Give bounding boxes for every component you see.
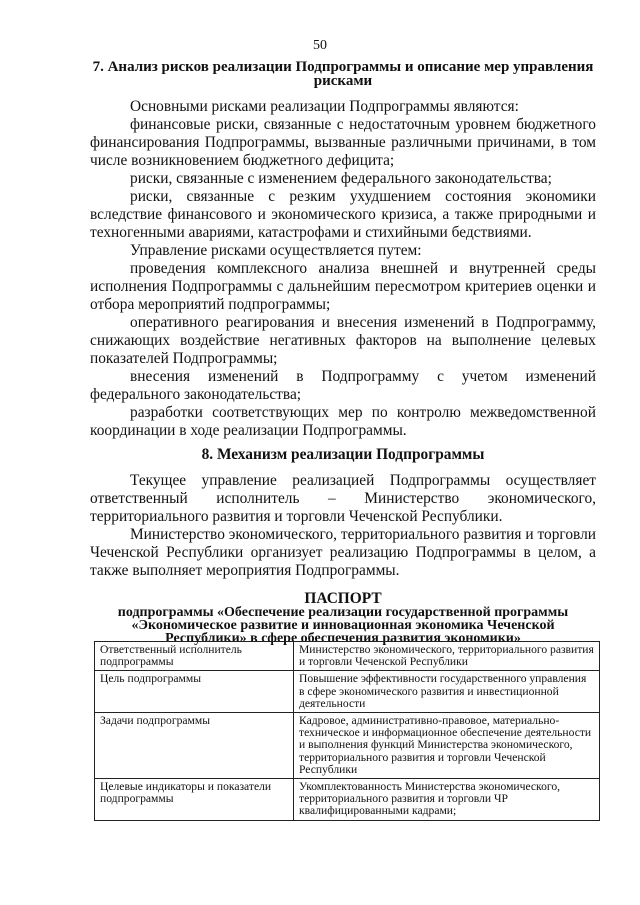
section-7-paragraph: Управление рисками осуществляется путем: xyxy=(130,242,422,259)
passport-row-label: Ответственный исполнитель подпрограммы xyxy=(95,642,294,671)
table-row xyxy=(95,671,600,713)
passport-row-label: Цель подпрограммы xyxy=(95,671,294,713)
section-7-paragraph: Основными рисками реализации Подпрограммы являются: xyxy=(130,98,519,115)
section-7-paragraph: внесения изменений в Подпрограмму с учетом изменений федерального законодательства; xyxy=(90,368,596,403)
passport-table xyxy=(94,641,600,821)
table-row xyxy=(95,713,600,779)
section-7-title: 7. Анализ рисков реализации Подпрограммы и описание мер управления рисками xyxy=(92,59,594,89)
passport-row-label: Задачи подпрограммы xyxy=(95,713,294,779)
passport-title: ПАСПОРТ xyxy=(304,590,382,607)
passport-subtitle: подпрограммы «Обеспечение реализации государственной программы «Экономическое развитие и инновационная экономика Чеченской Республики» в сфере обеспечения развития экономики» xyxy=(117,605,569,646)
section-7-paragraph: финансовые риски, связанные с недостаточным уровнем бюджетного финансирования Подпрограммы, вызванные различными причинами, в том числе возникновением бюджетного дефицита; xyxy=(90,116,596,169)
passport-row-value: Министерство экономического, территориального развития и торговли Чеченской Республики xyxy=(294,642,600,671)
passport-row-value: Кадровое, административно-правовое, материально-техническое и информационное обеспечение деятельности и выполнения функций Министерства экономического, территориального развития и торговли Чеченской Республики xyxy=(294,713,600,779)
passport-row-value: Повышение эффективности государственного управления в сфере экономического развития и инвестиционной деятельности xyxy=(294,671,600,713)
section-7-paragraph: оперативного реагирования и внесения изменений в Подпрограмму, снижающих воздействие негативных факторов на выполнение целевых показателей Подпрограммы; xyxy=(90,314,596,367)
document-body xyxy=(90,60,596,645)
section-8-title: 8. Механизм реализации Подпрограммы xyxy=(201,446,485,463)
section-7-paragraph: разработки соответствующих мер по контролю межведомственной координации в ходе реализации Подпрограммы. xyxy=(90,404,596,439)
page-number: 50 xyxy=(313,38,327,53)
passport-row-value: Укомплектованность Министерства экономического, территориального развития и торговли ЧР квалифицированными кадрами; xyxy=(294,779,600,821)
section-7-paragraph: риски, связанные с резким ухудшением состояния экономики вследствие финансового и экономического кризиса, а также природными и техногенными авариями, катастрофами и стихийными бедствиями. xyxy=(90,188,596,241)
section-7-paragraph: риски, связанные с изменением федерального законодательства; xyxy=(130,170,552,187)
section-8-paragraph: Текущее управление реализацией Подпрограммы осуществляет ответственный исполнитель – Министерство экономического, территориального развития и торговли Чеченской Республики. xyxy=(90,472,596,525)
passport-row-label: Целевые индикаторы и показатели подпрограммы xyxy=(95,779,294,821)
section-8-paragraph: Министерство экономического, территориального развития и торговли Чеченской Республики организует реализацию Подпрограммы в целом, а также выполняет мероприятия Подпрограммы. xyxy=(90,526,596,579)
table-row xyxy=(95,779,600,821)
section-7-paragraph: проведения комплексного анализа внешней и внутренней среды исполнения Подпрограммы с дальнейшим пересмотром критериев оценки и отбора мероприятий подпрограммы; xyxy=(90,260,596,313)
table-row xyxy=(95,642,600,671)
